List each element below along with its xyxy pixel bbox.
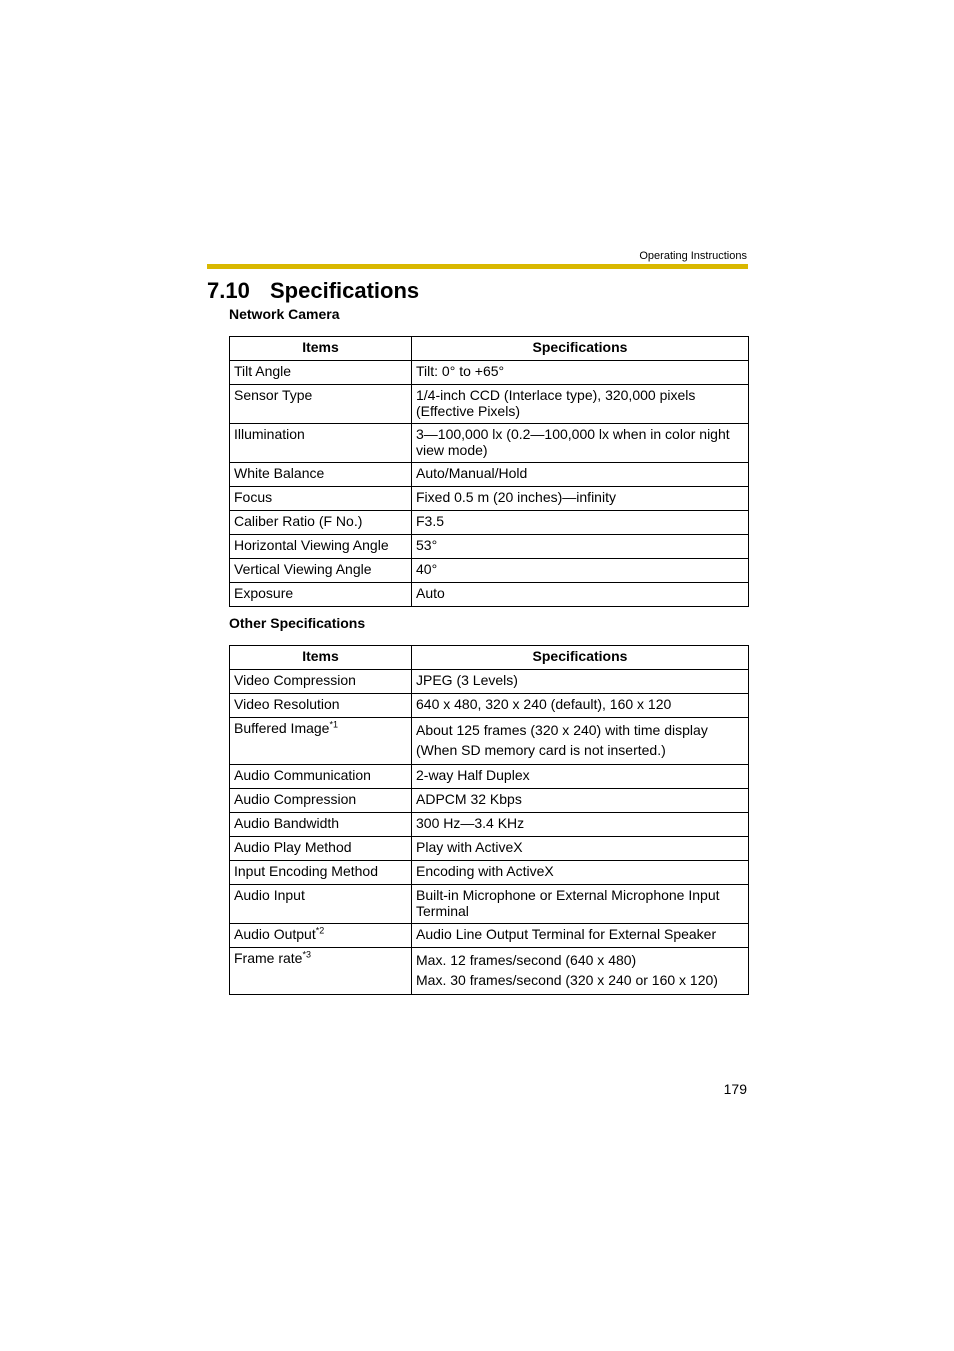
page-number: 179 bbox=[723, 1081, 747, 1097]
table-row bbox=[230, 511, 749, 535]
spec-cell: 300 Hz—3.4 KHz bbox=[412, 813, 749, 837]
spec-cell: F3.5 bbox=[412, 511, 749, 535]
section-title bbox=[207, 278, 419, 304]
spec-cell: Play with ActiveX bbox=[412, 837, 749, 861]
item-cell: Focus bbox=[230, 487, 412, 511]
spec-line: Max. 12 frames/second (640 x 480) bbox=[416, 952, 637, 968]
spec-cell bbox=[412, 948, 749, 995]
item-label: Frame rate bbox=[234, 950, 303, 966]
other-specifications-table bbox=[229, 645, 749, 995]
network-camera-table bbox=[229, 336, 749, 607]
item-cell: Audio Input bbox=[230, 885, 412, 924]
item-cell: Vertical Viewing Angle bbox=[230, 559, 412, 583]
item-cell: Exposure bbox=[230, 583, 412, 607]
table-row bbox=[230, 924, 749, 948]
footnote-marker: *2 bbox=[315, 925, 325, 936]
spec-line: Max. 30 frames/second (320 x 240 or 160 x 120) bbox=[416, 972, 718, 988]
table-row bbox=[230, 694, 749, 718]
section-number: 7.10 bbox=[207, 278, 250, 303]
item-cell: Video Resolution bbox=[230, 694, 412, 718]
other-specifications-heading: Other Specifications bbox=[229, 615, 366, 631]
table-row bbox=[230, 789, 749, 813]
footnote-marker: *3 bbox=[302, 949, 311, 960]
item-cell: Audio Play Method bbox=[230, 837, 412, 861]
spec-cell: ADPCM 32 Kbps bbox=[412, 789, 749, 813]
table-row bbox=[230, 948, 749, 995]
item-cell: Input Encoding Method bbox=[230, 861, 412, 885]
item-cell bbox=[230, 924, 412, 948]
table-row bbox=[230, 535, 749, 559]
item-cell bbox=[230, 948, 412, 995]
item-label: Buffered Image bbox=[234, 720, 330, 736]
header-rule bbox=[207, 264, 748, 269]
table-row bbox=[230, 861, 749, 885]
spec-line: (When SD memory card is not inserted.) bbox=[416, 742, 666, 758]
spec-cell: Audio Line Output Terminal for External Speaker bbox=[412, 924, 749, 948]
spec-cell: 640 x 480, 320 x 240 (default), 160 x 120 bbox=[412, 694, 749, 718]
spec-cell: 3—100,000 lx (0.2—100,000 lx when in color night view mode) bbox=[412, 424, 749, 463]
spec-cell: Auto/Manual/Hold bbox=[412, 463, 749, 487]
table-row bbox=[230, 837, 749, 861]
table-row bbox=[230, 361, 749, 385]
column-header-specifications: Specifications bbox=[412, 646, 749, 670]
item-cell: Caliber Ratio (F No.) bbox=[230, 511, 412, 535]
table-row bbox=[230, 385, 749, 424]
item-cell: Video Compression bbox=[230, 670, 412, 694]
item-cell: Audio Communication bbox=[230, 765, 412, 789]
network-camera-heading: Network Camera bbox=[229, 306, 340, 322]
table-row bbox=[230, 583, 749, 607]
item-cell: Illumination bbox=[230, 424, 412, 463]
item-cell: Horizontal Viewing Angle bbox=[230, 535, 412, 559]
table-row bbox=[230, 718, 749, 765]
item-cell: White Balance bbox=[230, 463, 412, 487]
table-header-row bbox=[230, 337, 749, 361]
item-cell: Audio Bandwidth bbox=[230, 813, 412, 837]
footnote-marker: *1 bbox=[329, 719, 338, 730]
table-row bbox=[230, 813, 749, 837]
spec-cell: JPEG (3 Levels) bbox=[412, 670, 749, 694]
section-title-text: Specifications bbox=[270, 278, 420, 303]
spec-cell: Auto bbox=[412, 583, 749, 607]
table-row bbox=[230, 559, 749, 583]
spec-cell: Encoding with ActiveX bbox=[412, 861, 749, 885]
spec-cell: 1/4-inch CCD (Interlace type), 320,000 pixels (Effective Pixels) bbox=[412, 385, 749, 424]
table-row bbox=[230, 463, 749, 487]
item-cell: Audio Compression bbox=[230, 789, 412, 813]
item-cell: Sensor Type bbox=[230, 385, 412, 424]
spec-line: About 125 frames (320 x 240) with time display bbox=[416, 722, 708, 738]
spec-cell: Tilt: 0° to +65° bbox=[412, 361, 749, 385]
running-header: Operating Instructions bbox=[639, 250, 747, 262]
item-cell: Tilt Angle bbox=[230, 361, 412, 385]
column-header-specifications: Specifications bbox=[412, 337, 749, 361]
table-row bbox=[230, 670, 749, 694]
item-label: Audio Output bbox=[234, 926, 316, 942]
spec-cell bbox=[412, 718, 749, 765]
table-row bbox=[230, 487, 749, 511]
table-row bbox=[230, 885, 749, 924]
spec-cell: 53° bbox=[412, 535, 749, 559]
column-header-items: Items bbox=[230, 646, 412, 670]
item-cell bbox=[230, 718, 412, 765]
column-header-items: Items bbox=[230, 337, 412, 361]
table-row bbox=[230, 424, 749, 463]
table-header-row bbox=[230, 646, 749, 670]
spec-cell: Built-in Microphone or External Microphone Input Terminal bbox=[412, 885, 749, 924]
spec-cell: Fixed 0.5 m (20 inches)—infinity bbox=[412, 487, 749, 511]
spec-cell: 40° bbox=[412, 559, 749, 583]
table-row bbox=[230, 765, 749, 789]
spec-cell: 2-way Half Duplex bbox=[412, 765, 749, 789]
